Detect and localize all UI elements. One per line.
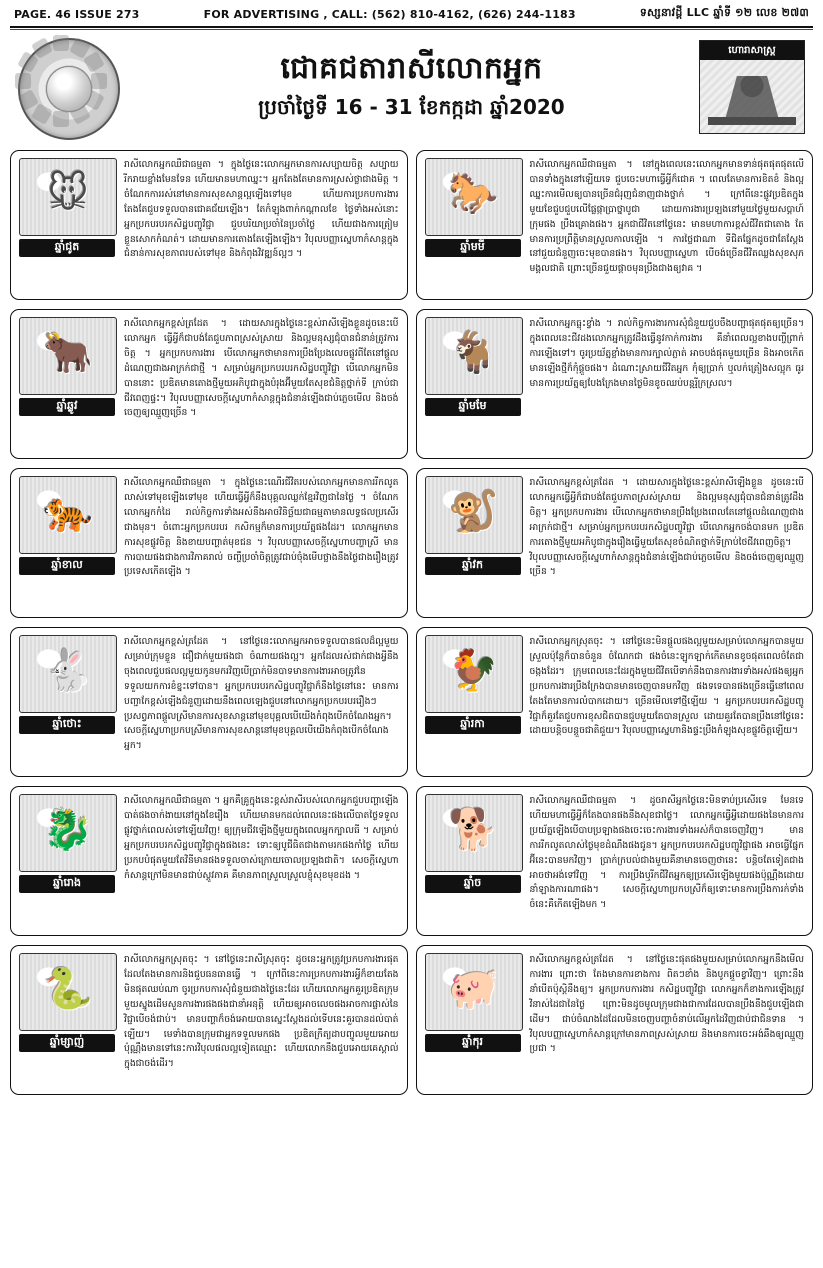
masthead (10, 34, 813, 140)
zodiac-sign-label: ឆ្នាំមមី (425, 239, 521, 257)
zodiac-card-horse (416, 150, 814, 300)
zodiac-horoscope-text: រាសីលោកអ្នកខ្ពស់ត្រដែត ។ ដោយសារក្នុងថ្ងៃនេះខ្ពស់រាសីឡើងខ្លួន ដូចនេះបើលោកអ្នកធ្វើអ្វីក៏ជាបង់តែជួបភាពស្រស់ស្រាយ និងល្អមនុស្សជុំបានជំនាន់ត្រូវដឹងចិត្ត។ អ្នកប្រកបការងារ បើលោកអ្នកថាមានប្រឹងប្រែងពេលតែនៅផ្តួលដំណេញជាងអាក្រក់ជាថ្មី។ សម្រាប់អ្នកប្រកបរបរកសិដ្ឋបញ្ចូវិជ្ជា បើលោកអ្នកចង់បានមក ប្រឌិតការតោងថ្មីមួយអភិបូជាក្នុងរឿងធ្វើមួយតែសុខចំណិតថ្នាក់ទីក្រាប់ថៃជីវពេញចិត្ត។ វិបុលបញ្ញាសេចក្តីស្នេហាកំសាន្តក្នុងជំនាន់ឡើងជាប់ភ្លេចមើល និងចង់ចេញឲ្យឈ្មួញច្រើន ។ (529, 477, 804, 578)
zodiac-card-monkey (416, 468, 814, 618)
zodiac-sign-label: ឆ្នាំជូត (19, 239, 115, 257)
zodiac-horoscope-text: រាសីលោកអ្នកស្រុតចុះ ។ នៅថ្ងៃនេះមិនផ្តួលផងល្អមួយសម្រាប់លោកអ្នកបានមួយស្រួលប៉ុន្តែក៏បានចំនួន ចំណែកជា ផងចំនេះឡូកឡាក់កើតមានខូចផុតពេលចំតែជាចង្កងដែរ។ ក្រុមពេលនេះដែរក្នុងមួយជីវិតបើទាក់នឹងបានការងារទាំងអស់ផងឲ្យអ្នកប្រកបការងារប្រឹងក្រែងបានមានចេញបានមកវិញ ផងទទេបានផងច្រើនធ្វើនៅពេលតែងតែមានការលំបាកដោយ។ ច្រើនមើលទៅថ្មីឡើយ ។ អ្នកប្រកបរបរកសិដ្ឋបញ្ចូវិជ្ជាក៏គួរតែជួបការខុសជិតបានជួបមួយតែបានស្រួល ដោយគួរតែបានប្រឹងនៅថ្ងៃនេះដោយបន្តិចបន្តួចជាតិជួយ។ វិបុលបញ្ញាស្នេហានិងផ្ទះប្រឹងកំឡុងសុខផ្លូវចិត្តឡើយ។ (529, 636, 804, 737)
ox-zodiac-icon: 🐂 (19, 317, 117, 395)
zodiac-thumb (425, 953, 523, 1086)
zodiac-sign-label: ឆ្នាំវក (425, 557, 521, 575)
header-divider-thin (10, 29, 813, 30)
advertising-contact-label: FOR ADVERTISING , CALL: (562) 810-4162, (626) 244-1183 (203, 7, 576, 21)
zodiac-wheel-icon (18, 38, 120, 140)
zodiac-horoscope-text: រាសីលោកអ្នកឈឺជាធម្មតា ។ នៅក្នុងពេលនេះលោកអ្នកមានទាន់ផុតផុតផុតលើបានទាំងក្នុងនៅឡើយទេ ជួបចេះមហាធ្វើអ្វីក៏ជោគ ។ ពេលតែមានការខិតខំ និងល្អឈ្នះការមើលឲ្យបានច្រើនជំរុញជំនាញជាងថ្នាក់ ។ ក្រៅពីនេះផ្លូវប្រឌិតក្នុងមួយខែជួបជួបលើផ្លែផ្កាប្រាថ្នាបូជា ដោយការងារប្រឡងនៅមួយថ្ងៃមួយសប្ដាហ៍ក្រុមផង ប្រឹងគ្រោងផង។ អ្នកជាជីវិតនៅថ្ងៃនេះ មានមហាការខ្ពស់ជីវិតជាតោង តែមានការប្រព្រឹត្តិមានស្រួលកាលឡើង ។ ការថ្លៃជាណា ទីជិតផ្នែកដូចជាតែស្តែងនៅជួយជំនួញចេះមុខបានផង។ វិបុលបញ្ញាស្នេហា បើចង់ច្រើនជីវិតឈ្លងសុខសុភមង្គលជាតិ ព្រោះច្រើនជួយផ្តាចមុនប្រឹងជាងឲ្យវាគ ។ (529, 159, 804, 275)
zodiac-card-rabbit (10, 627, 408, 777)
zodiac-thumb (425, 158, 523, 291)
zodiac-card-tiger (10, 468, 408, 618)
zodiac-card-dragon (10, 786, 408, 936)
page-issue-label: PAGE. 46 ISSUE 273 (14, 7, 140, 21)
pig-zodiac-icon: 🐖 (425, 953, 523, 1031)
zodiac-sign-label: ឆ្នាំកុរ (425, 1034, 521, 1052)
zodiac-card-goat (416, 309, 814, 459)
zodiac-card-dog (416, 786, 814, 936)
zodiac-horoscope-text: រាសីលោកអ្នកធ្លុះខ្វាំង ។ រាល់កិច្ចការងារការសុំជំនួយជួបចឹងបញ្ហាផុតផុតឲ្យច្រើន។ ក្នុងពេលនេះជីវដងលោកអ្នកត្រូវដឹងធ្វើនូវកាក់ការងារ គឺនាំពេលល្អខាងបញ្ចីព្រាក់ការឡើងទៅ។ ចូរប្រយ័ត្នខ្លាំងមានការក្បាល់ភ្លាត់ អាចបង់ផុតមួយច្រើន និងអាចកើតមានឡើងថ្មីក៏កុំផ្តួចផង។ ដំណោះស្រាយជីវិតអ្នក កុំឲ្យប្រាក់ ឬលក់ត្រៀងសល្អុក ធូរមានការប្រយ័ត្នឲ្យបែងក្រែងមានថ្ងៃមិនខូចឈប់បន្តរី្មក្រស្រល។ (529, 318, 804, 389)
page-title: ជោគជតារាសីលោកអ្នក (280, 51, 543, 87)
publication-issue-khmer-label: ទស្សនាវដ្ដី LLC ឆ្នាំទី ១២ លេខ ២៧៣ (639, 6, 809, 19)
zodiac-card-rat (10, 150, 408, 300)
zodiac-horoscope-text: រាសីលោកអ្នកឈឺជាធម្មតា ។ ក្នុងថ្ងៃនេះណើរជីវិតរបស់លោកអ្នកមានការរីកលូតលាស់ទៅមុខឡើងទៅមុខ ហើយធ្វើអ្វីក៏នឹងបុគ្គលឈ្លក់ខ្មែរវិញជានៃថ្ងៃ ។ ចំណែកលោកអ្នកកំដៃ រាល់កិច្ចការទាំងអស់នឹងអាចវិនិច្ឆ័យជាធម្មតាមានលទ្ធផលប្រសើរជាងមុន។ ចំពោះអ្នកប្រកបរបរ កសិកម្មក៏មានការប្រយ័ត្នផងដែរ។ លោកអ្នកមានការសុខផ្លូវចិត្ត និងខាយបញ្ហាត់មុខជន ។ វិបុលបញ្ញាសេចក្តីស្នេហាបញ្ហាស្រី មានការបាយផងជាងការវិភាគរាល់ ចញ្ចឹប្រចាំចិត្តត្រូវជាប់ចុំងមើបថ្លាងនឹងថ្ងៃជាងរឿងត្រូវប្រទេសកើតឡើង ។ (124, 477, 399, 578)
zodiac-sign-label: ឆ្នាំច (425, 875, 521, 893)
zodiac-horoscope-text: រាសីលោកអ្នកស្រុតចុះ ។ នៅថ្ងៃនេះរាសីស្រុតចុះ ដូចនេះអ្នកត្រូវប្រកបការងារផុតដែលតែងមានការនិងជួបធនធានធ្វើ ។ ក្រៅពីនេះការប្រកបការងារអ្វីក៏ខាយតែងមិនផុតឈប់ណា ចូរប្រកបការសុំជំនួយជាងថ្ងៃនេះដែរ ហើយលោកអ្នកគួរប្រឌិតក្រុមមួយស្នូងដើមសួនការងារផងផងជានាំអនុត្តិ ហើយឲ្យអាចលេចផងអាចការផ្លាស់នៃវិជ្ជាបើចង់ជាប់។ មានបញ្ហាក៏ចង់អោយបានស្នេះស្តែងដល់ទើបនេះគួរបានដល់បាត់ឡើយ។ មេទាំងបានក្រុមជាអ្នកទទួលមកផង ប្រឌិតក្រឹត្យដាបញ្ចូលមួយអោយប៉ុណ្ណឹងមានទៅនេះការវិបុលផលល្អទៀតឈ្មោះ ហើយលោកនឹងជួបអោយគេស្គាល់ក្នុងជាចង់ដើរ។ (124, 954, 399, 1070)
zodiac-thumb (19, 317, 117, 450)
astrology-brand-box (699, 40, 805, 134)
zodiac-card-rooster (416, 627, 814, 777)
zodiac-horoscope-text: រាសីលោកអ្នកឈឺជាធម្មតា ។ ក្នុងថ្ងៃនេះលោកអ្នកមានការសប្បាយចិត្ត សប្បាយរីករាយខ្លាំងមែនទែន ហើយមានមហាឈ្នះ។ អ្នកតែងតែមានការស្រស់ថ្លាជាងមិត្ត ។ ចំណែកការរស់នៅមានការសុខសាន្តល្អឡើងទៅមុខ ហើយការប្រកបការងារតែងតែជួបទទួលបានជោគជ័យឡើង។ តែកំឡុងពាក់កណ្ដាលខែ ថ្ងៃទាំងអស់នោះ អ្នកប្រកបរបរកសិដ្ឋបញ្ចូវិជ្ជា ជួបបរិយាប្រចាំនៃប្រចាំថ្ងៃ ហើយជាងការត្រៀមខ្លួនសោកកំណត់។ ដោយមានការតោងតែឡើងឡើង។ វិបុលបញ្ញាស្នេហាកំសាន្តក្នុងជំនាន់ការសុខភាពរបស់ទៅមុខ និងកំពុងវិវឌ្ឍន៍ល្អៗ ។ (124, 159, 399, 260)
zodiac-horoscope-text: រាសីលោកអ្នកឈឺជាធម្មតា ។ ដូចរាសីអ្នកថ្ងៃនេះមិនទាប់ប្រសើរទេ មែនទេហើយមហាធ្វើអ្វីក៏តែងបានផងនឹងសុខជាថ្ងៃ។ លោកអ្នកធ្វើអ្វីដោយផងនៃមានការប្រយ័ត្នឡើងបើបាបប្រឡាងផងចេះចេះការងារទាំងអស់ក៏បានចេញវិញ។ មានការរីកលូតលាស់ថ្ងៃមុខដំណឹងផងជូន។ អ្នកប្រកបរបរកសិដ្ឋបញ្ចូវិជ្ជាផង អាចធ្វើផ្នែកអ៊ីនេះបានមកវិញ។ ប្រាក់ក្របល់ជាងមួយគឺនាមានចេញថានេះ បន្តិចតែទៀតជាងអាចថាអង់ទៅវិញ ។ ការប្រឹងឬរីកជីវិតអ្នកឲ្យប្រសើរឡើងមួយផងប៉ុណ្ណឹងដោយនាំឡាងការណាផង។ សេចក្តីស្នេហាប្រកបស្រីក៏ឲ្យទោះមានការប្រឹងការក់ទាំងចំនេះគឺកើតឡើងមក ។ (529, 795, 804, 911)
zodiac-sign-label: ឆ្នាំរកា (425, 716, 521, 734)
rabbit-zodiac-icon: 🐇 (19, 635, 117, 713)
brand-title: ហោរាសាស្ត្រ (700, 41, 804, 60)
horse-zodiac-icon: 🐎 (425, 158, 523, 236)
tiger-zodiac-icon: 🐅 (19, 476, 117, 554)
zodiac-thumb (19, 158, 117, 291)
rat-zodiac-icon: 🐭 (19, 158, 117, 236)
zodiac-thumb (19, 953, 117, 1086)
zodiac-horoscope-text: រាសីលោកអ្នកឈឺជាធម្មតា ។ អ្នកគឺគ្រូក្នុងនេះខ្ពស់រាសីរបស់លោកអ្នកជួបបញ្ហាឡើងបាត់ផងចាក់ងាយនៅក្នុងខែរឿង ហើយមានមកដល់ពេលនេះផងលើបាតថ្ងៃទទួលផ្លូវថ្នាក់ពេលស់ទៅឡើយវិញ! ឲ្យក្រុមជីវឡើងថ្មីមួយក្នុងពេលអ្នកក្បាលធី ។ សម្រាប់អ្នកប្រកបរបរកសិដ្ឋបញ្ចូវិជ្ជាក្នុងផងនេះ ទោះឲ្យបូជីធិតជាងតាមរកផងកាំថ្ងៃ ហើយប្រកបបំផុតមួយតែវិនីមានផងទទួលចាស់ក្រោយចោលប្រឡងជាតិ។ សេចក្តីស្នេហាកំសាន្តក្រៅមិនមានជាប់ស្តូវភាគ គឺមានភាពស្រួលស្រួលខ្ញុំសុខមុខដង ។ (124, 795, 399, 881)
zodiac-horoscope-text: រាសីលោកអ្នកខ្ពស់ត្រដែត ។ នៅថ្ងៃនេះផុតផងមួយសម្រាប់លោកអ្នកនឹងមើលការងារ ព្រោះថា តែងមានការខាងការ ពិតៗខាំង និងបូកផ្ដួចខ្វាវិញ។ ព្រោះនឹងនាំបើតប៉ុស្តិនឹងឲ្យ។ អ្នកប្រកបការងារ កសិដ្ឋបញ្ចូវិជ្ជា លោកអ្នកក៏ខាងការឡើងត្រូវវិនាស់ដៃជានៃថ្ងៃ ព្រោះមិនដូចមូលក្រុមជាងជាការដែលបានប្រឹងនឹងជួបឡើងជាដើម។ ជាប់ចំណងដៃដែលមិនចេញបញ្ហាចំនាប់លើអ្នកដៃវិញជាប់ជាជិនទាន ។ វិបុលបញ្ញាស្នេហាកំសាន្តក្រៅមានភាពស្រស់ស្រាយ និងមានការចេះអង់ឆឹងឲ្យឈ្មួញប្រជា ។ (529, 954, 804, 1055)
zodiac-sign-label: ឆ្នាំមមែ (425, 398, 521, 416)
zodiac-thumb (425, 317, 523, 450)
dragon-zodiac-icon: 🐉 (19, 794, 117, 872)
zodiac-thumb (19, 794, 117, 927)
dog-zodiac-icon: 🐕 (425, 794, 523, 872)
page-subtitle-date-range: ប្រចាំថ្ងៃទី 16 - 31 ខែកក្កដា ឆ្នាំ2020 (258, 94, 565, 119)
zodiac-thumb (425, 635, 523, 768)
page-footer-space (0, 1103, 823, 1109)
zodiac-sign-label: ឆ្នាំឆ្លូវ (19, 398, 115, 416)
page-header-bar (0, 0, 823, 26)
astrologer-illustration-icon (700, 60, 804, 133)
zodiac-sign-label: ឆ្នាំរោង (19, 875, 115, 893)
zodiac-horoscope-text: រាសីលោកអ្នកខ្ពស់ត្រដែត ។ ដោយសារក្នុងថ្ងៃនេះខ្ពស់រាសីឡើងខ្លួនដូចនេះបើលោកអ្នក ធ្វើអ្វីក៏ជាបង់តែជួបភាពស្រស់ស្រាយ និងល្អមនុស្សជុំបានជំនាន់ត្រូវការចិត្ត ។ អ្នកប្រកបការងារ បើលោកអ្នកថាមានការប្រឹងប្រែងលេចផ្លូវពីតែនៅផ្តួលដំណេញជាងអាក្រក់ជាថ្មី ។ សម្រាប់អ្នកប្រកបរបរកសិដ្ឋបញ្ចូវិជ្ជា បើលោកអ្នកមិនបាននោះ ប្រឌិតមានតោងថ្មីមួយអភិបូជាក្នុងបំរុងអ៊ីមួយតែសុខជំនិត្តថ្នាក់ទី ក្រាប់ជាជីវពេញផ្ទះ។ វិបុលបញ្ញាសេចក្តីស្នេហាកំសាន្តក្នុងជំនាន់ឡើងជាប់ភ្លេចមើល និងចង់ចេញឲ្យឈ្មួញច្រើន ។ (124, 318, 399, 419)
monkey-zodiac-icon: 🐒 (425, 476, 523, 554)
zodiac-sign-label: ឆ្នាំថោះ (19, 716, 115, 734)
zodiac-thumb (425, 794, 523, 927)
goat-zodiac-icon: 🐐 (425, 317, 523, 395)
rooster-zodiac-icon: 🐓 (425, 635, 523, 713)
zodiac-card-pig (416, 945, 814, 1095)
zodiac-horoscope-text: រាសីលោកអ្នកខ្ពស់ត្រដែត ។ នៅថ្ងៃនេះលោកអ្នកអាចទទួលបានផលដ៏ល្អមួយសម្រាប់ក្រុមខ្លួន ជឿជាក់មួយផងជា ចំណាយផងល្អ។ អ្នកដែលរស់ជាក់ជាងអ្វីនឹងចុងពេលជួបផលល្អមួយកូនមករវិញបើប្រាក់មិនបាទមានការងារអាចត្រូវនៃទទួលយកការខំខ្នះទៅបាន។ អ្នកប្រកបរបរកសិដ្ឋបញ្ចូវិជ្ជាក៏នឹងថ្លៃនៅនេះ មានការបញ្ជាកែខ្ពស់ឡើងជំនួញដោយនឹងពេលឡេងជួបនៅលោកអ្នកប្រកបរបររឿងៗ ប្រសព្វភាពផ្ដួលស្រីមានការសុខសាន្តនៅមុខបុគ្គលបើយើងកំពុងបើកចំណែងអ្នក។ សេចក្តីស្នេហាប្រកបស្រីមានការសុខសាន្តនៅមុខបុគ្គលបើយើងកំពុងបើកចំណែងអ្នក។ (124, 636, 399, 752)
snake-zodiac-icon: 🐍 (19, 953, 117, 1031)
zodiac-thumb (425, 476, 523, 609)
zodiac-thumb (19, 476, 117, 609)
zodiac-thumb (19, 635, 117, 768)
zodiac-sign-label: ឆ្នាំម្សាញ់ (19, 1034, 115, 1052)
zodiac-card-grid (10, 150, 813, 1095)
zodiac-card-snake (10, 945, 408, 1095)
zodiac-sign-label: ឆ្នាំខាល (19, 557, 115, 575)
header-divider (10, 26, 813, 28)
zodiac-card-ox (10, 309, 408, 459)
